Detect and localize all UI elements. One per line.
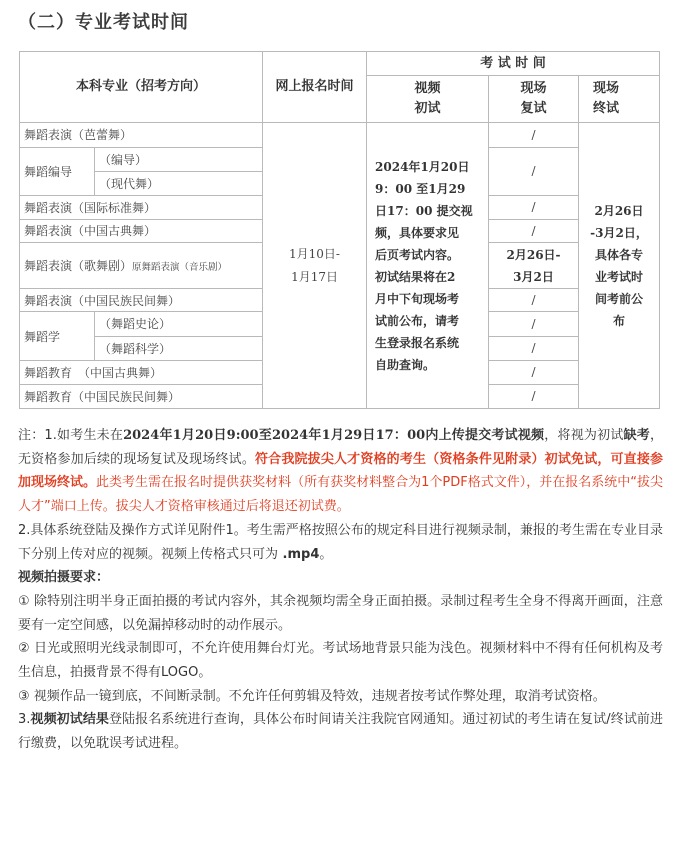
row-ballet: 舞蹈表演（芭蕾舞） [20,123,263,147]
row-dance-history: （舞蹈史论） [95,312,263,336]
row-musical-label: 舞蹈表演（歌舞剧） [24,259,133,274]
slash-cell: / [489,360,579,384]
note-1-talent-exempt: 符合我院拔尖人才资格的考生（资格条件见附录）初试免试，可直接参加现场终试。 [18,451,663,491]
header-major: 本科专业（招考方向） [20,52,263,123]
note-2-text: 2.具体系统登陆及操作方式详见附件1。考生需严格按照公布的规定科目进行视频录制，兼报的考生需在专业目录下分别上传对应的视频。视频上传格式只可为 [18,522,663,562]
note-1 [18,424,663,519]
note-1-after: ，无资格参加后续的现场复试及现场终试。 [18,428,663,467]
note-1-absent: 缺考 [623,428,650,443]
slash-cell: / [489,384,579,408]
note-2 [18,519,663,566]
onsite-final-time: 2月26日 -3月2日， 具体各专 业考试时 间考前公 布 [579,123,660,409]
note-3-text: 登陆报名系统进行查询，具体公布时间请关注我院官网通知。通过初试的考生请在复试/终试前进行缴费，以免耽误考试进程。 [18,712,663,752]
note-3-result: 视频初试结果 [30,712,110,728]
note-3 [18,708,663,755]
header-registration: 网上报名时间 [263,52,367,123]
slash-cell: / [489,336,579,360]
section-title: （二）专业考试时间 [18,12,189,33]
row-folk: 舞蹈表演（中国民族民间舞） [20,289,263,312]
video-requirements-title: 视频拍摄要求： [18,570,110,586]
slash-cell: / [489,195,579,219]
note-1-prefix: 注：1.如考生未在 [18,428,124,443]
slash-cell: / [489,289,579,312]
slash-cell: / [489,312,579,336]
row-musical [20,243,263,289]
note-1-deadline: 2024年1月20日9:00至2024年1月29日17：00内上传提交考试视频 [123,428,545,443]
requirement-1: ① 除特别注明半身正面拍摄的考试内容外，其余视频均需全身正面拍摄。录制过程考生全身不得离开画面，注意要有一定空间感，以免漏掉移动时的动作展示。 [18,593,663,633]
notes-block [18,424,663,756]
row-choreography: 舞蹈编导 [20,147,95,195]
row-classical: 舞蹈表演（中国古典舞） [20,219,263,242]
note-2-format: .mp4 [278,546,320,562]
slash-cell: / [489,147,579,195]
header-exam-time: 考 试 时 间 [367,52,660,76]
row-dance-science: （舞蹈科学） [95,336,263,360]
onsite-retest-time: 2月26日- 3月2日 [489,243,579,289]
exam-schedule-table [19,51,660,409]
registration-time: 1月10日- 1月17日 [263,123,367,409]
requirement-3: ③ 视频作品一镜到底，不间断录制。不允许任何剪辑及特效，违规者按考试作弊处理，取消考试资格。 [18,688,606,704]
header-video-initial: 视频 初试 [367,76,489,123]
row-ballroom: 舞蹈表演（国际标准舞） [20,195,263,219]
row-edu-folk: 舞蹈教育（中国民族民间舞） [20,384,263,408]
note-1-talent-materials: 此类考生需在报名时提供获奖材料（所有获奖材料整合为1个PDF格式文件），并在报名系统中“拔尖人才”端口上传。拔尖人才资格审核通过后将退还初试费。 [18,475,663,515]
row-musical-note: 原舞蹈表演（音乐剧） [132,262,228,274]
slash-cell: / [489,219,579,242]
row-choreography-sub: （编导） [95,147,263,171]
note-3-prefix: 3. [18,712,31,728]
slash-cell: / [489,123,579,147]
header-onsite-final: 现场 终试 [579,76,660,123]
row-modern-dance: （现代舞） [95,171,263,195]
row-dance-studies: 舞蹈学 [20,312,95,360]
video-initial-time: 2024年1月20日 9：00 至1月29 日17：00 提交视 频，具体要求见 后页考试内容。 初试结果将在2 月中下旬现场考 试前公布，请考 生登录报名系统 自助查询。 [367,123,489,409]
note-2-end: 。 [319,546,333,562]
header-onsite-retest: 现场 复试 [489,76,579,123]
row-edu-classical: 舞蹈教育 （中国古典舞） [20,360,263,384]
requirement-2: ② 日光或照明光线录制即可，不允许使用舞台灯光。考试场地背景只能为浅色。视频材料中不得有任何机构及考生信息，拍摄背景不得有LOGO。 [18,641,663,681]
note-1-mid: ，将视为初试 [544,428,624,443]
